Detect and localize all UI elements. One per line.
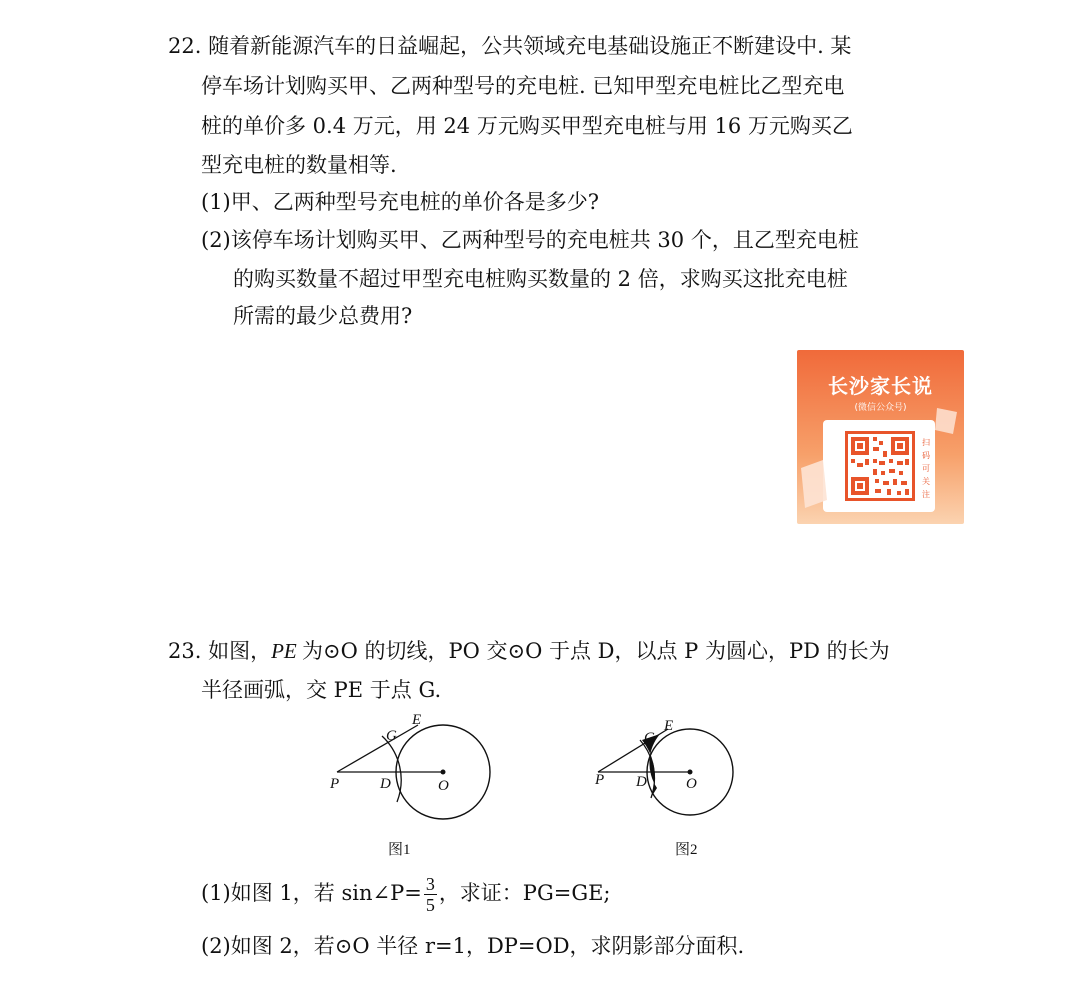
q22-part-2-line-2: 的购买数量不超过甲型充电桩购买数量的 2 倍，求购买这批充电桩 [233, 267, 848, 291]
q22-line-1: 22. 随着新能源汽车的日益崛起，公共领域充电基础设施正不断建设中. 某 [168, 34, 852, 58]
figure-2 [590, 710, 790, 820]
figure-2-caption: 图2 [675, 842, 698, 858]
figure-1-caption: 图1 [388, 842, 411, 858]
q23-part-2: (2)如图 2，若⊙O 半径 r=1，DP=OD，求阴影部分面积. [201, 934, 745, 958]
q23-line-1-rest: 为⊙O 的切线，PO 交⊙O 于点 D，以点 P 为圆心，PD 的长为 [301, 639, 890, 663]
figure-2-point-o [688, 770, 693, 775]
fraction-denominator: 5 [425, 895, 435, 915]
figure-2-label-p: P [595, 772, 605, 788]
figure-2-label-o: O [686, 776, 697, 792]
qr-code-icon[interactable] [845, 431, 915, 501]
q22-line-4: 型充电桩的数量相等. [201, 153, 397, 177]
fraction-numerator: 3 [425, 874, 435, 894]
badge-subtitle: (微信公众号) [854, 403, 907, 413]
q22-part-2-line-3: 所需的最少总费用? [233, 304, 413, 328]
q23-line-1-prefix: 23. 如图， [168, 639, 272, 663]
badge-brand-name: 长沙家长说 [828, 374, 933, 398]
figure-2-label-e: E [664, 718, 674, 734]
figure-1-label-g: G [386, 728, 397, 744]
figure-1-label-o: O [438, 778, 449, 794]
q23-part-1-prefix: (1)如图 1，若 sin∠P= [201, 881, 422, 905]
q22-part-1: (1)甲、乙两种型号充电桩的单价各是多少? [201, 190, 600, 214]
figure-1-label-d: D [380, 776, 391, 792]
q22-line-2: 停车场计划购买甲、乙两种型号的充电桩. 已知甲型充电桩比乙型充电 [201, 74, 845, 98]
q23-part-1 [201, 874, 611, 915]
figure-1-point-o [441, 770, 446, 775]
badge-scan-text: 扫码可关注 [922, 438, 930, 499]
figure-1-arc [382, 736, 401, 802]
figure-1 [320, 710, 520, 820]
qr-code-badge[interactable] [797, 350, 964, 524]
q23-pe-label: PE [271, 639, 302, 663]
figure-1-label-e: E [412, 712, 422, 728]
fraction-3-5 [424, 874, 437, 915]
figure-2-label-g: G [644, 730, 655, 746]
figure-1-label-p: P [330, 776, 340, 792]
figure-2-tangent-pe [598, 729, 668, 772]
figure-2-label-d: D [636, 774, 647, 790]
q22-line-3: 桩的单价多 0.4 万元，用 24 万元购买甲型充电桩与用 16 万元购买乙 [201, 114, 853, 138]
q23-part-1-suffix: ，求证：PG=GE; [438, 881, 611, 905]
figure-1-tangent-pe [337, 725, 418, 772]
q23-line-1 [168, 633, 890, 669]
q22-part-2-line-1: (2)该停车场计划购买甲、乙两种型号的充电桩共 30 个，且乙型充电桩 [201, 228, 859, 252]
q23-line-2: 半径画弧，交 PE 于点 G. [201, 678, 442, 702]
